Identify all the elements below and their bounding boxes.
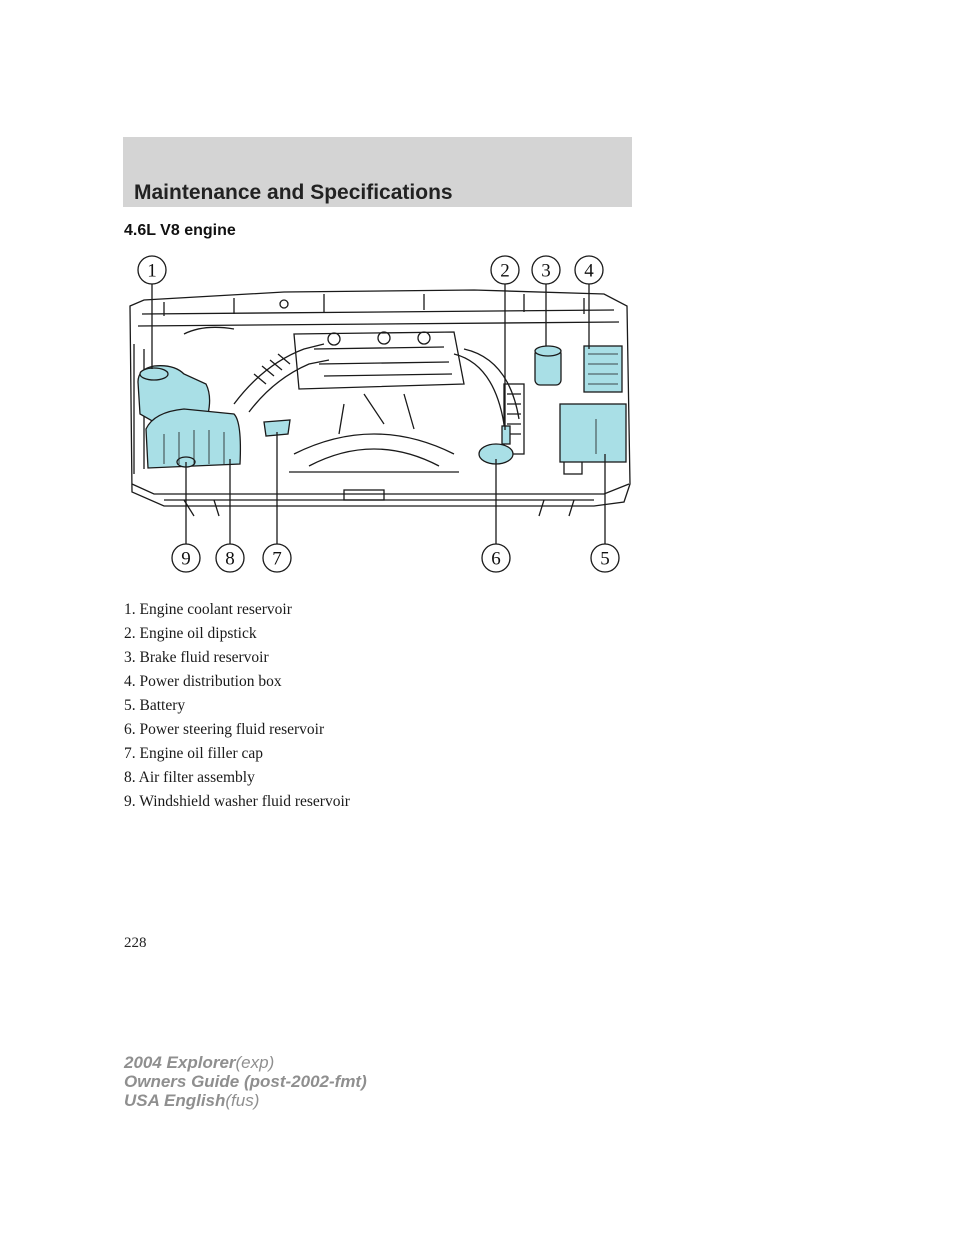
legend-item: 6. Power steering fluid reservoir: [124, 721, 325, 738]
callout-1: 1: [147, 260, 157, 282]
legend-item: 3. Brake fluid reservoir: [124, 649, 269, 666]
callout-4: 4: [584, 260, 594, 282]
footer-model-code: (exp): [235, 1053, 275, 1072]
engine-heading: 4.6L V8 engine: [124, 222, 236, 239]
legend-item: 2. Engine oil dipstick: [124, 625, 257, 642]
footer-language-code: (fus): [225, 1091, 260, 1110]
engine-compartment-diagram: [124, 254, 634, 574]
callout-6: 6: [491, 548, 501, 570]
legend-item: 9. Windshield washer fluid reservoir: [124, 793, 350, 810]
section-header-band: [123, 137, 632, 207]
callout-3: 3: [541, 260, 551, 282]
legend-item: 1. Engine coolant reservoir: [124, 601, 292, 618]
callout-7: 7: [272, 548, 282, 570]
callout-9: 9: [181, 548, 191, 570]
component-legend: [124, 598, 350, 814]
footer-model: 2004 Explorer: [124, 1053, 236, 1072]
footer-guide: Owners Guide (post-2002-fmt): [124, 1072, 367, 1091]
section-title: Maintenance and Specifications: [134, 181, 453, 204]
callout-2: 2: [500, 260, 510, 282]
document-footer: [124, 1053, 367, 1110]
legend-item: 5. Battery: [124, 697, 186, 714]
legend-item: 7. Engine oil filler cap: [124, 745, 264, 762]
footer-language: USA English: [124, 1091, 226, 1110]
callout-8: 8: [225, 548, 235, 570]
legend-item: 8. Air filter assembly: [124, 769, 255, 786]
page-number: 228: [124, 935, 147, 951]
callout-5: 5: [600, 548, 610, 570]
legend-item: 4. Power distribution box: [124, 673, 282, 690]
